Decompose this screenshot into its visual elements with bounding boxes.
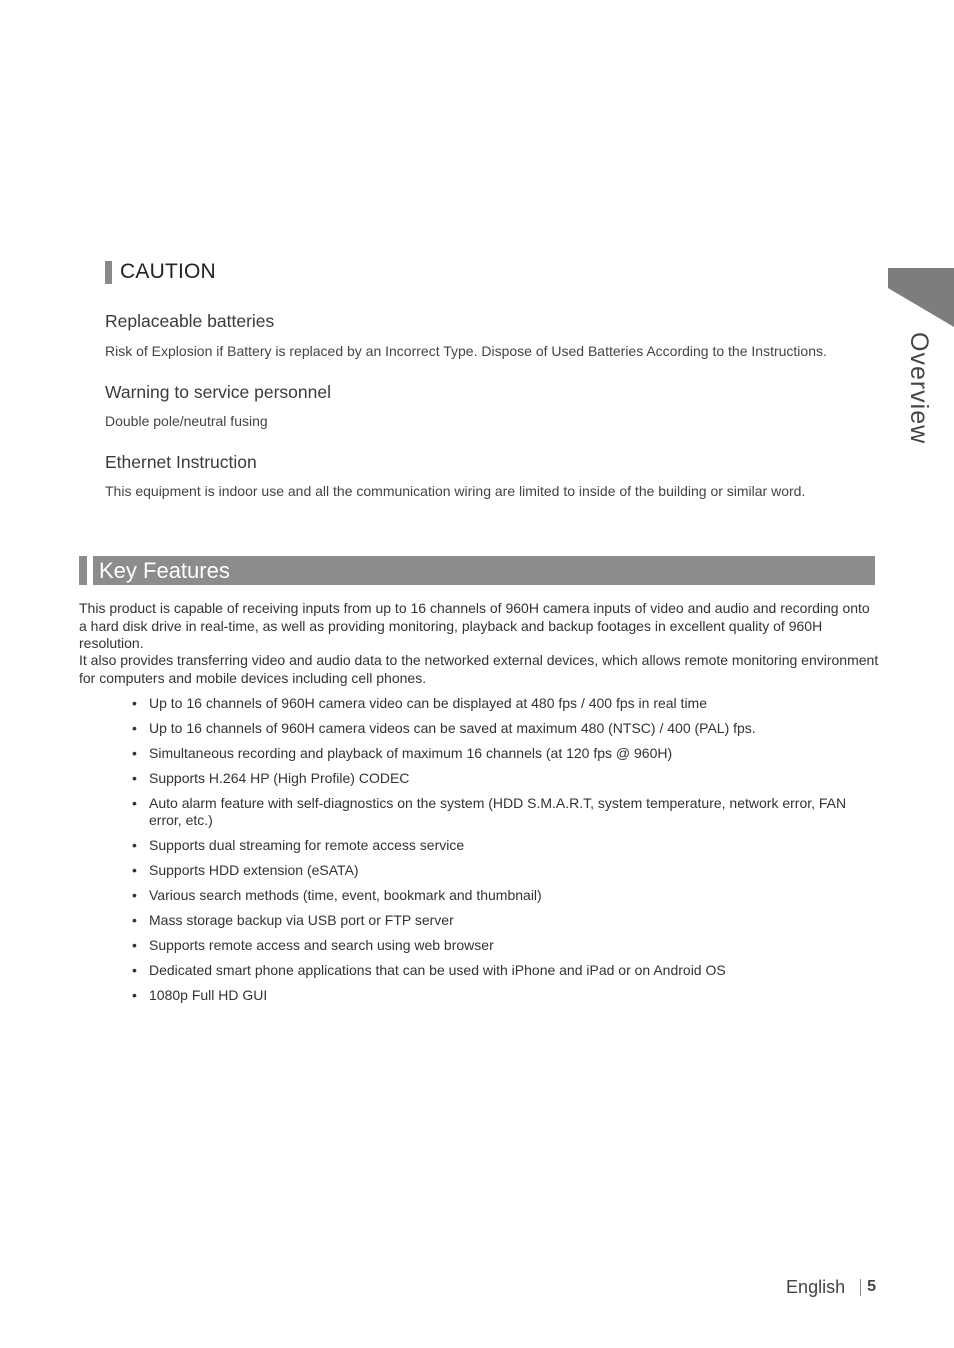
caution-marker bbox=[105, 261, 112, 284]
page-number: 5 bbox=[867, 1278, 876, 1295]
caution-heading bbox=[105, 259, 216, 285]
ethernet-instruction-text: This equipment is indoor use and all the communication wiring are limited to inside of the building or similar word. bbox=[105, 483, 806, 499]
list-item bbox=[132, 770, 877, 787]
feature-text: Mass storage backup via USB port or FTP server bbox=[149, 912, 454, 928]
bullet: • bbox=[132, 987, 137, 1003]
bullet: • bbox=[132, 862, 137, 878]
side-tab-label: Overview bbox=[905, 332, 933, 445]
list-item bbox=[132, 862, 877, 879]
feature-text: Up to 16 channels of 960H camera video can be displayed at 480 fps / 400 fps in real time bbox=[149, 695, 708, 711]
bullet: • bbox=[132, 770, 137, 786]
bullet: • bbox=[132, 937, 137, 953]
bullet: • bbox=[132, 695, 137, 711]
bullet: • bbox=[132, 887, 137, 903]
page-footer bbox=[786, 1276, 876, 1298]
replaceable-batteries-heading: Replaceable batteries bbox=[105, 311, 275, 331]
intro-paragraph-1: This product is capable of receiving inputs from up to 16 channels of 960H camera inputs of video and audio and recording onto a hard disk drive in real-time, as well as providing monitoring, playback and backup footages in excellent quality of 960H resolution. bbox=[79, 600, 870, 651]
caution-title: CAUTION bbox=[120, 260, 216, 283]
feature-text: 1080p Full HD GUI bbox=[149, 987, 268, 1003]
list-item bbox=[132, 887, 877, 904]
feature-text: Up to 16 channels of 960H camera videos can be saved at maximum 480 (NTSC) / 400 (PAL) fps. bbox=[149, 720, 756, 736]
service-warning-heading: Warning to service personnel bbox=[105, 382, 331, 402]
key-features-marker bbox=[79, 556, 87, 585]
footer-divider bbox=[860, 1279, 861, 1296]
list-item bbox=[132, 912, 877, 929]
list-item bbox=[132, 962, 877, 979]
intro-paragraph-2: It also provides transferring video and audio data to the networked external devices, which allows remote monitoring environment for computers and mobile devices including cell phones. bbox=[79, 652, 879, 686]
list-item bbox=[132, 837, 877, 854]
list-item bbox=[132, 745, 877, 762]
bullet: • bbox=[132, 745, 137, 761]
list-item bbox=[132, 720, 877, 737]
footer-language: English bbox=[786, 1276, 846, 1297]
list-item bbox=[132, 695, 877, 712]
feature-text: Supports H.264 HP (High Profile) CODEC bbox=[149, 770, 410, 786]
feature-text: Supports HDD extension (eSATA) bbox=[149, 862, 359, 878]
list-item bbox=[132, 987, 877, 1004]
bullet: • bbox=[132, 962, 137, 978]
list-item bbox=[132, 795, 877, 829]
feature-text: Auto alarm feature with self-diagnostics on the system (HDD S.M.A.R.T, system temperature, network error, FAN error, etc.) bbox=[149, 795, 847, 828]
key-features-heading bbox=[79, 556, 875, 585]
bullet: • bbox=[132, 912, 137, 928]
feature-text: Simultaneous recording and playback of maximum 16 channels (at 120 fps @ 960H) bbox=[149, 745, 673, 761]
bullet: • bbox=[132, 720, 137, 736]
feature-list bbox=[132, 695, 877, 1012]
service-warning-text: Double pole/neutral fusing bbox=[105, 413, 268, 429]
feature-text: Supports remote access and search using web browser bbox=[149, 937, 494, 953]
list-item bbox=[132, 937, 877, 954]
feature-text: Various search methods (time, event, bookmark and thumbnail) bbox=[149, 887, 542, 903]
bullet: • bbox=[132, 837, 137, 853]
replaceable-batteries-text: Risk of Explosion if Battery is replaced by an Incorrect Type. Dispose of Used Batteries According to the Instructions. bbox=[105, 343, 827, 359]
feature-text: Supports dual streaming for remote access service bbox=[149, 837, 465, 853]
key-features-title: Key Features bbox=[99, 558, 230, 583]
feature-text: Dedicated smart phone applications that can be used with iPhone and iPad or on Android OS bbox=[149, 962, 726, 978]
bullet: • bbox=[132, 795, 137, 811]
ethernet-instruction-heading: Ethernet Instruction bbox=[105, 452, 257, 472]
